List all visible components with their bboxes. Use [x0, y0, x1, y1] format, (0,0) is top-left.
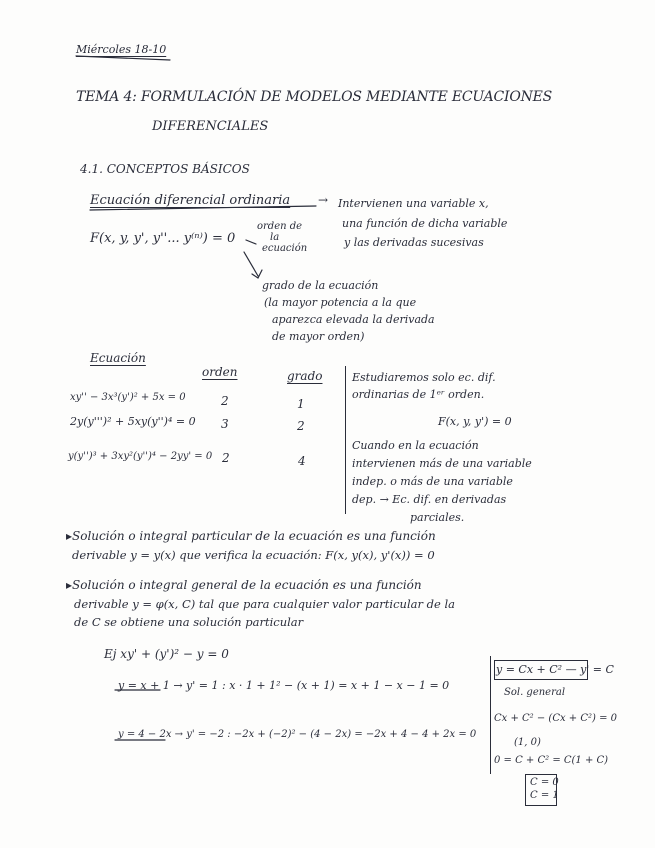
- table-row-3-grade: 4: [298, 454, 306, 468]
- date-heading: Miércoles 18-10: [76, 43, 167, 56]
- general-solution-3: de C se obtiene una solución particular: [74, 615, 304, 629]
- table-row-2-eq: 2y(y''')² + 5xy(y'')⁴ = 0: [70, 415, 196, 428]
- general-solution-1: ▸Solución o integral general de la ecuación es una función: [66, 578, 422, 592]
- table-note-2: ordinarias de 1ᵉʳ orden.: [352, 388, 485, 401]
- particular-solution-2: derivable y = y(x) que verifica la ecuación: F(x, y(x), y'(x)) = 0: [72, 548, 435, 562]
- ode-label: Ecuación diferencial ordinaria: [90, 193, 291, 208]
- order-note-2: la: [270, 232, 280, 243]
- table-note-8: parciales.: [410, 511, 465, 524]
- general-solution-2: derivable y = φ(x, C) tal que para cualquier valor particular de la: [74, 597, 455, 611]
- order-note-3: ecuación: [262, 243, 308, 254]
- side-general-solution: y = Cx + C² — y' = C: [496, 663, 614, 676]
- table-header-grade: grado: [287, 369, 323, 383]
- table-note-5: intervienen más de una variable: [352, 457, 532, 470]
- side-root-1: C = 0: [530, 777, 559, 788]
- table-note-3: F(x, y, y') = 0: [438, 415, 512, 428]
- table-row-1-grade: 1: [297, 397, 305, 411]
- grade-note-3: aparezca elevada la derivada: [272, 313, 435, 326]
- grade-arrow: [244, 252, 258, 276]
- example-check-1: y = x + 1 → y' = 1 : x · 1 + 1² − (x + 1) = x + 1 − x − 1 = 0: [118, 679, 450, 692]
- page-title-line2: DIFERENCIALES: [152, 119, 269, 134]
- order-arrow: [246, 240, 256, 244]
- grade-note-1: grado de la ecuación: [262, 279, 379, 292]
- ode-desc-2: una función de dicha variable: [342, 217, 508, 230]
- table-header-order: orden: [202, 365, 238, 379]
- table-note-1: Estudiaremos solo ec. dif.: [352, 371, 496, 384]
- table-row-2-order: 3: [221, 417, 229, 431]
- side-root-2: C = 1: [530, 790, 559, 801]
- date-underline: [76, 56, 170, 60]
- example-check-2: y = 4 − 2x → y' = −2 : −2x + (−2)² − (4 − 2x) = −2x + 4 − 4 + 2x = 0: [118, 729, 477, 740]
- table-header-equation: Ecuación: [90, 351, 146, 365]
- ode-formula: F(x, y, y', y''... y⁽ⁿ⁾) = 0: [90, 231, 236, 246]
- table-row-3-order: 2: [222, 451, 230, 465]
- table-row-1-order: 2: [221, 394, 229, 408]
- table-note-4: Cuando en la ecuación: [352, 439, 479, 452]
- example-equation: Ej xy' + (y')² − y = 0: [104, 647, 229, 661]
- section-heading: 4.1. CONCEPTOS BÁSICOS: [80, 162, 250, 176]
- particular-solution-1: ▸Solución o integral particular de la ecuación es una función: [66, 529, 436, 543]
- side-point: (1, 0): [514, 737, 541, 748]
- ode-desc-1: Intervienen una variable x,: [338, 197, 489, 210]
- table-note-7: dep. → Ec. dif. en derivadas: [352, 493, 507, 506]
- table-row-1-eq: xy'' − 3x³(y')² + 5x = 0: [70, 392, 186, 403]
- page-title-line1: TEMA 4: FORMULACIÓN DE MODELOS MEDIANTE ECUACIONES: [76, 89, 553, 105]
- side-general-label: Sol. general: [504, 687, 566, 698]
- table-row-3-eq: y(y'')³ + 3xy²(y'')⁴ − 2yy' = 0: [68, 451, 213, 462]
- grade-note-4: de mayor orden): [272, 330, 365, 343]
- grade-note-2: (la mayor potencia a la que: [264, 296, 417, 309]
- order-note-1: orden de: [257, 221, 303, 232]
- side-result: 0 = C + C² = C(1 + C): [494, 755, 609, 766]
- ode-arrow: →: [318, 193, 329, 207]
- ode-underline: [90, 206, 316, 210]
- side-check: Cx + C² − (Cx + C²) = 0: [494, 713, 618, 724]
- ode-desc-3: y las derivadas sucesivas: [344, 236, 484, 249]
- table-note-6: indep. o más de una variable: [352, 475, 513, 488]
- table-row-2-grade: 2: [297, 419, 305, 433]
